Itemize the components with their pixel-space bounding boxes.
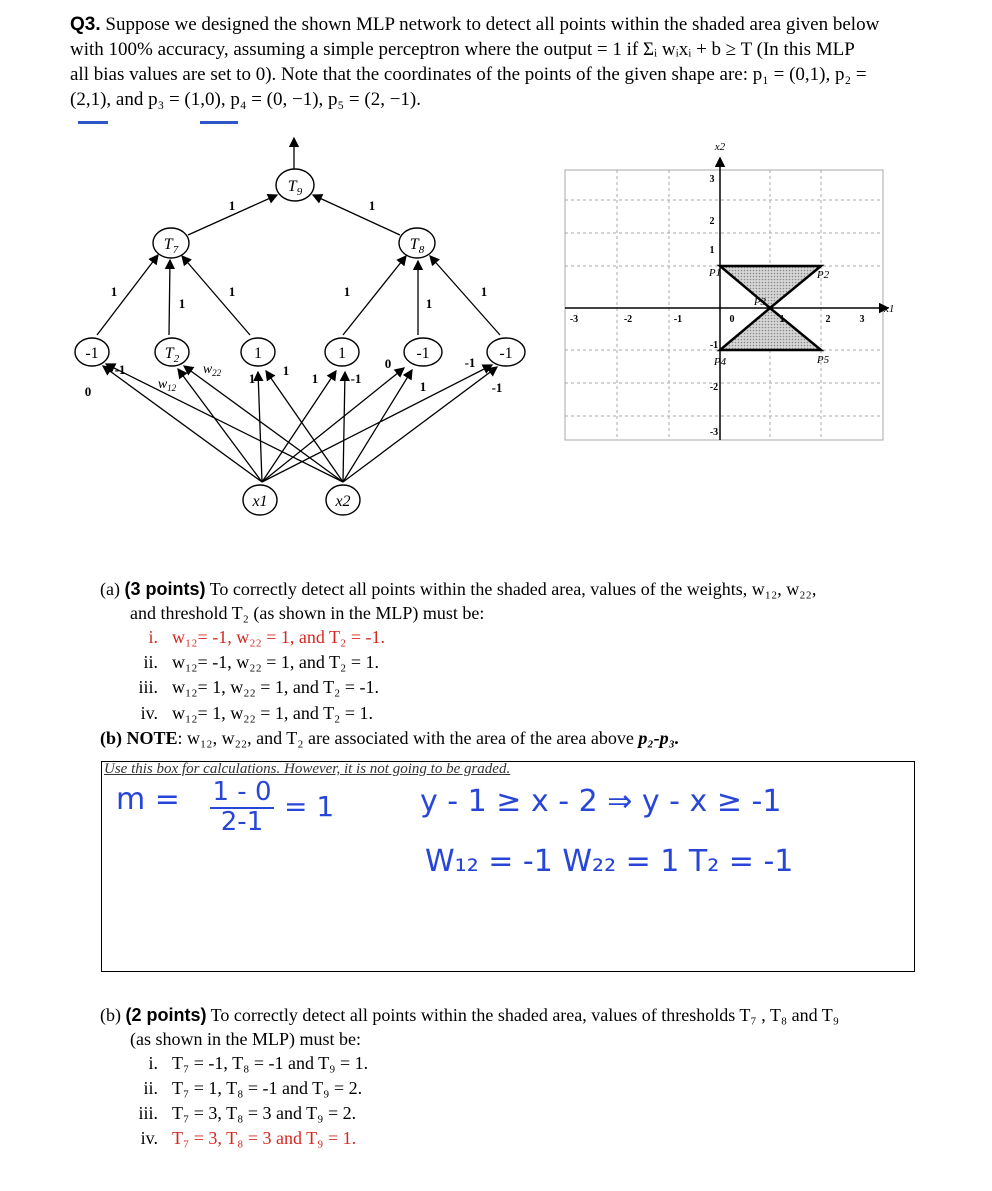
- part-a-label: (a): [100, 579, 120, 599]
- x-tick: 1: [779, 314, 785, 325]
- part-a-points: (3 points): [124, 579, 206, 599]
- y-tick: -2: [709, 382, 719, 393]
- part-b-option-iii[interactable]: iii. T₇ = 3, T₈ = 3 and T₉ = 2.: [138, 1103, 357, 1123]
- weight-w12: $w_{12}$: [157, 377, 177, 393]
- t7-label: $T_7$: [163, 236, 179, 256]
- part-a-text1: To correctly detect all points within the shaded area, values of the weights, w₁₂, w₂₂,: [205, 579, 817, 599]
- weight-x2-h1: 0: [84, 384, 92, 399]
- h5-label: 1: [338, 345, 346, 362]
- part-b-text: [100, 1003, 930, 1051]
- part-a-option-iv[interactable]: iv. w₁₂= 1, w₂₂ = 1, and T₂ = 1.: [140, 703, 373, 723]
- mlp-diagram: [0, 130, 560, 530]
- question-label: Q3.: [70, 14, 101, 35]
- part-b-option-ii[interactable]: ii. T₇ = 1, T₈ = -1 and T₉ = 2.: [143, 1078, 363, 1098]
- h7-label: -1: [499, 345, 513, 362]
- hw-fraction: 1 - 0 2-1: [210, 777, 274, 835]
- weight-t2-t7: 1: [178, 296, 186, 311]
- hw-m-equals: m =: [116, 782, 180, 817]
- part-a-text2: and threshold T₂ (as shown in the MLP) must be:: [130, 603, 485, 623]
- x-tick: 0: [729, 314, 735, 325]
- x-tick: -1: [673, 314, 683, 325]
- part-a-text: [100, 577, 930, 625]
- weight-w22: $w_{22}$: [202, 362, 222, 378]
- weight-x1-h6: 0: [384, 356, 392, 371]
- question-line-2: with 100% accuracy, assuming a simple perceptron where the output = 1 if Σᵢ wᵢxᵢ + b ≥ T (In this MLP: [70, 39, 855, 60]
- weight-x2-h5: -1: [350, 371, 362, 386]
- x-tick: 2: [825, 314, 831, 325]
- y-tick: 3: [709, 174, 715, 185]
- hw-inequality: y - 1 ≥ x - 2 ⇒ y - x ≥ -1: [420, 784, 782, 819]
- h6-label: -1: [416, 345, 430, 362]
- point-p3: P3: [753, 296, 767, 308]
- part-a-option-iii[interactable]: iii. w₁₂= 1, w₂₂ = 1, and T₂ = -1.: [138, 677, 379, 697]
- weight-h5-t8: 1: [343, 284, 351, 299]
- weight-x2-h4: 1: [282, 363, 290, 378]
- blue-underline-1: [78, 121, 108, 124]
- note-text: (b) NOTE: w₁₂, w₂₂, and T₂ are associated with the area of the area above p₂-p₃.: [100, 728, 680, 748]
- part-b-option-iv[interactable]: iv. T₇ = 3, T₈ = 3 and T₉ = 1.: [140, 1128, 357, 1148]
- part-b-text1: To correctly detect all points within the shaded area, values of thresholds T₇ , T₈ and T₉: [206, 1005, 840, 1025]
- x-tick: 3: [859, 314, 865, 325]
- weight-x1-h4: 1: [248, 371, 256, 386]
- weight-h4-t7: 1: [228, 284, 236, 299]
- lower-shaded-triangle: [720, 308, 821, 350]
- part-b-label: (b): [100, 1005, 121, 1025]
- weight-t8-t9: 1: [368, 198, 376, 213]
- weight-x1-h7: -1: [464, 355, 476, 370]
- t8-label: $T_8$: [409, 236, 425, 256]
- point-p4: P4: [713, 356, 727, 368]
- weight-h6-t8: 1: [425, 296, 433, 311]
- point-p5: P5: [816, 354, 830, 366]
- t9-label: $T_9$: [287, 178, 303, 198]
- x-tick: -2: [623, 314, 633, 325]
- x1-label: x1: [252, 493, 268, 510]
- upper-shaded-triangle: [720, 266, 821, 308]
- x-axis-label: x1: [884, 303, 895, 315]
- question-line-3: all bias values are set to 0). Note that the coordinates of the points of the given shape are: p₁ = (0,1), p₂ =: [70, 64, 867, 85]
- t2-label: $T_2$: [164, 345, 180, 365]
- x-tick: -3: [569, 314, 579, 325]
- part-a-option-i[interactable]: i. w₁₂= -1, w₂₂ = 1, and T₂ = -1.: [148, 627, 385, 647]
- part-b-points: (2 points): [125, 1005, 207, 1025]
- y-axis-label: x2: [714, 141, 726, 153]
- weight-t7-t9: 1: [228, 198, 236, 213]
- calculation-box-label: Use this box for calculations. However, it is not going to be graded.: [104, 761, 511, 777]
- hw-answer-line: W₁₂ = -1 W₂₂ = 1 T₂ = -1: [425, 844, 794, 879]
- part-b-text2: (as shown in the MLP) must be:: [130, 1029, 361, 1049]
- point-p1: P1: [708, 267, 722, 279]
- question-text: [70, 12, 930, 112]
- weight-h1-t7: 1: [110, 284, 118, 299]
- weight-x2-h7: -1: [491, 380, 503, 395]
- y-tick: 1: [709, 245, 715, 256]
- point-p2: P2: [816, 269, 830, 281]
- part-b-option-i[interactable]: i. T₇ = -1, T₈ = -1 and T₉ = 1.: [148, 1053, 369, 1073]
- y-tick: -1: [709, 340, 719, 351]
- blue-underline-2: [200, 121, 238, 124]
- hw-equals-one: = 1: [284, 790, 335, 823]
- part-a-option-ii[interactable]: ii. w₁₂= -1, w₂₂ = 1, and T₂ = 1.: [143, 652, 379, 672]
- question-line-4: (2,1), and p₃ = (1,0), p₄ = (0, −1), p₅ = (2, −1).: [70, 89, 421, 110]
- y-tick: 2: [709, 216, 715, 227]
- y-tick: -3: [709, 427, 719, 438]
- question-line-1: Suppose we designed the shown MLP network to detect all points within the shaded area given below: [105, 14, 880, 35]
- weight-x1-h5: 1: [311, 371, 319, 386]
- h1-label: -1: [85, 345, 99, 362]
- weight-x1-h1: -1: [114, 362, 126, 377]
- h4-label: 1: [254, 345, 262, 362]
- coordinate-graph: [560, 140, 895, 440]
- weight-x2-h6: 1: [419, 379, 427, 394]
- x2-label: x2: [335, 493, 351, 510]
- weight-h7-t8: 1: [480, 284, 488, 299]
